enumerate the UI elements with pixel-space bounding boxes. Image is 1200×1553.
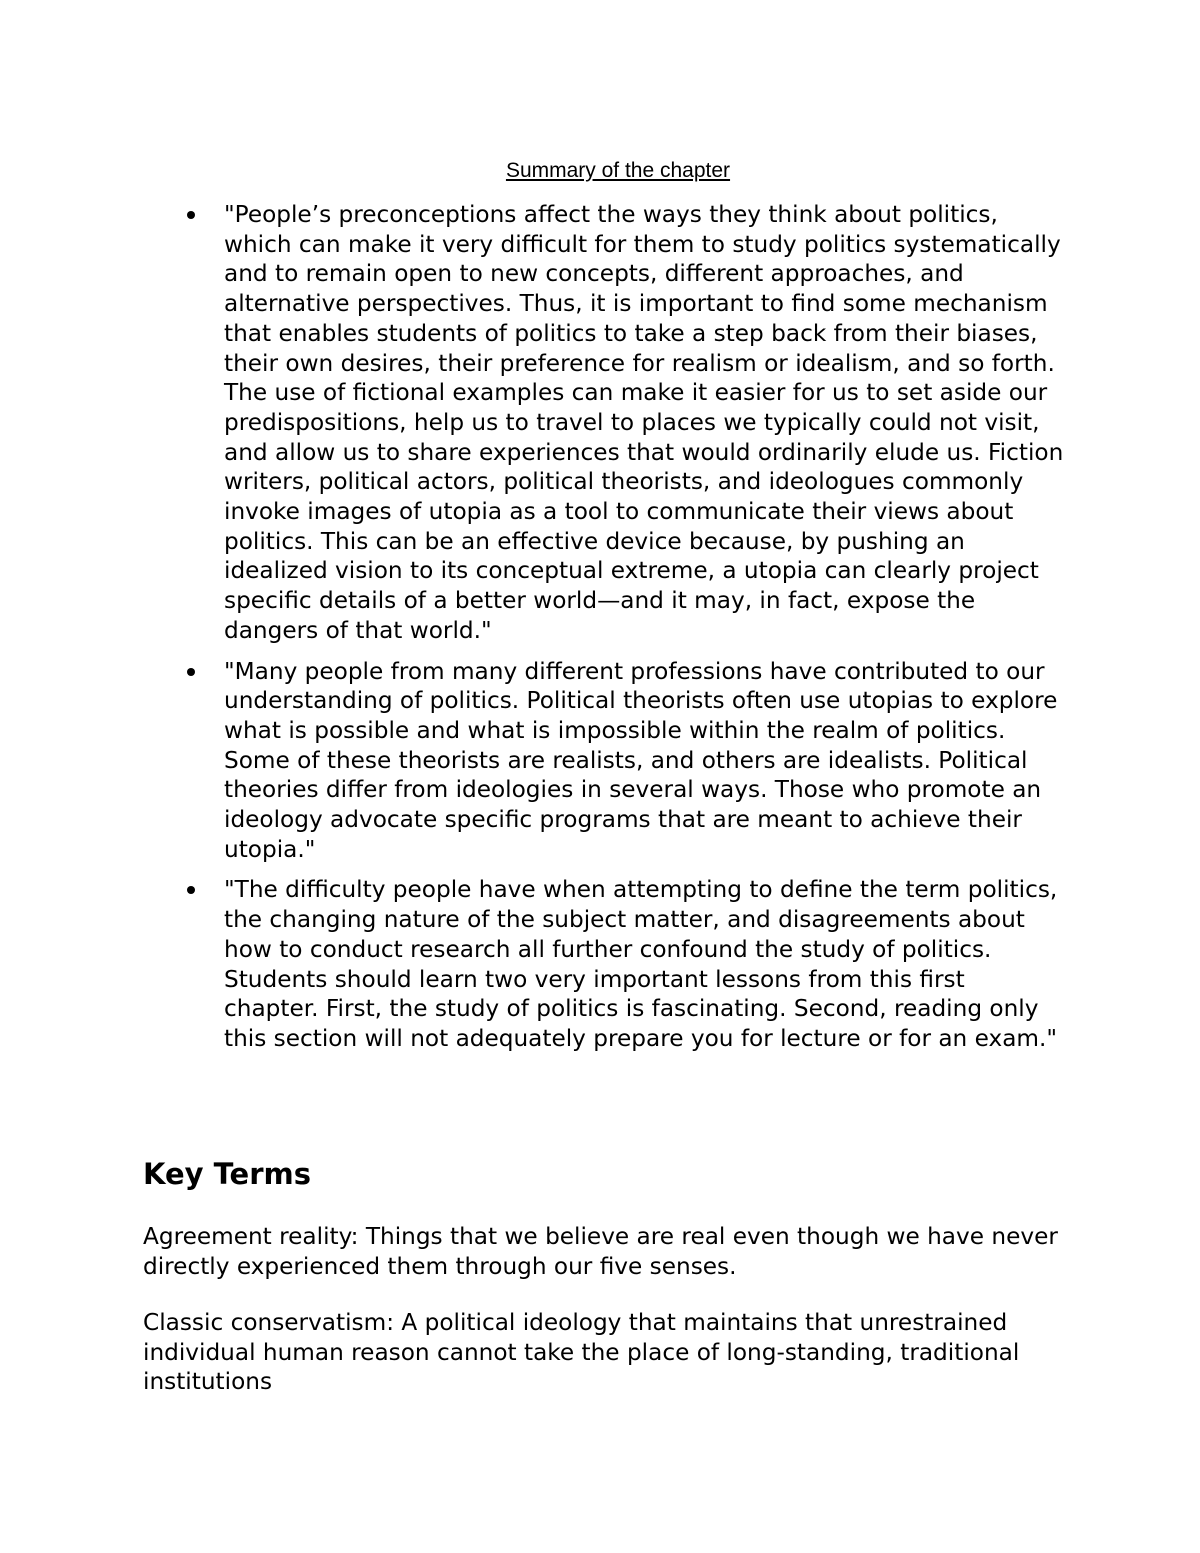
bullet-icon	[187, 886, 195, 894]
list-item	[160, 875, 1065, 1053]
key-terms-heading: Key Terms	[143, 1157, 312, 1191]
bullet-icon	[187, 668, 195, 676]
key-term-agreement-reality: Agreement reality: Things that we believe are real even though we have never directly experienced them through our five senses.	[143, 1223, 1058, 1280]
page-title: Summary of the chapter	[505, 159, 731, 182]
list-item	[160, 657, 1065, 865]
summary-point-text: "Many people from many different professions have contributed to our understanding of politics. Political theorists often use utopias to explore what is possible and what is impossible within the realm of politics. Some of these theorists are realists, and others are idealists. Political theories differ from ideologies in several ways. Those who promote an ideology advocate specific programs that are meant to achieve their utopia."	[224, 657, 1058, 863]
summary-point-text: "The difficulty people have when attempting to define the term politics, the changing nature of the subject matter, and disagreements about how to conduct research all further confound the study of politics. Students should learn two very important lessons from this first chapter. First, the study of politics is fascinating. Second, reading only this section will not adequately prepare you for lecture or for an exam."	[224, 876, 1058, 1052]
list-item	[160, 200, 1065, 646]
summary-point-text: "People’s preconceptions affect the ways they think about politics, which can make it very difficult for them to study politics systematically and to remain open to new concepts, different approaches, and alternative perspectives. Thus, it is important to find some mechanism that enables students of politics to take a step back from their biases, their own desires, their preference for realism or idealism, and so forth. The use of fictional examples can make it easier for us to set aside our predispositions, help us to travel to places we typically could not visit, and allow us to share experiences that would ordinarily elude us. Fiction writers, political actors, political theorists, and ideologues commonly invoke images of utopia as a tool to communicate their views about politics. This can be an effective device because, by pushing an idealized vision to its conceptual extreme, a utopia can clearly project specific details of a better world—and it may, in fact, expose the dangers of that world."	[224, 201, 1064, 644]
key-term-classic-conservatism: Classic conservatism: A political ideology that maintains that unrestrained individual human reason cannot take the place of long-standing, traditional institutions	[143, 1309, 1020, 1396]
bullet-icon	[187, 211, 195, 219]
summary-list	[160, 200, 1065, 1065]
